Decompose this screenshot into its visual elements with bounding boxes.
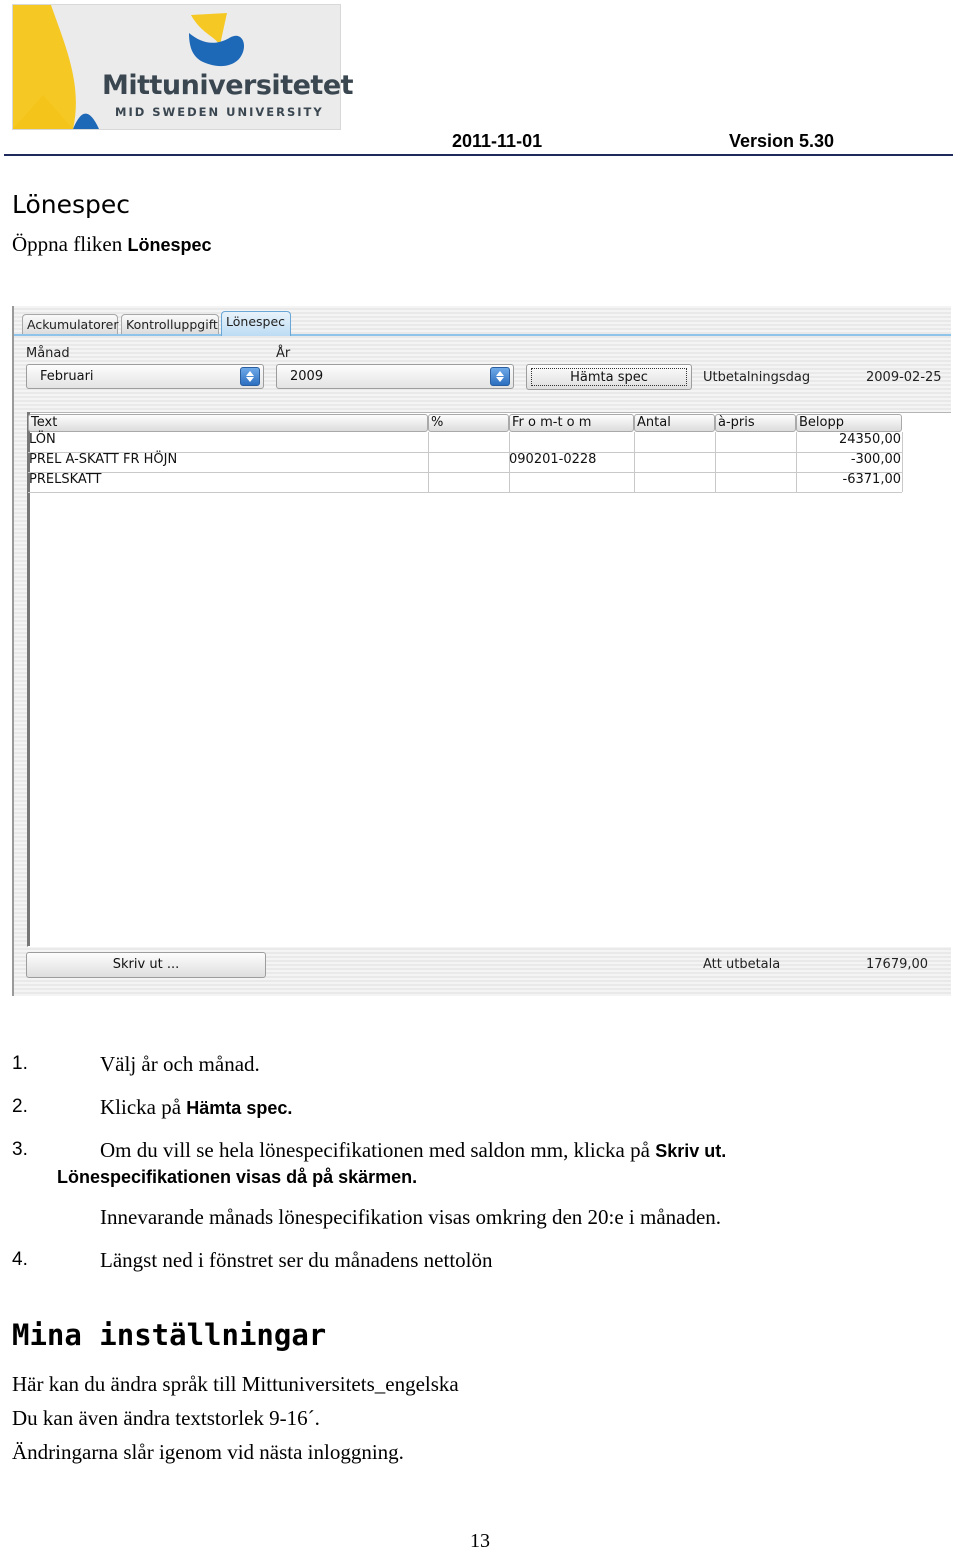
row-3-amount: -6371,00 <box>842 472 901 487</box>
row-2-text: PREL A-SKATT FR HÖJN <box>29 452 178 467</box>
column-header-antal[interactable]: Antal <box>634 414 715 432</box>
header-rule <box>4 154 953 156</box>
year-select[interactable] <box>276 364 514 389</box>
column-divider <box>715 432 716 492</box>
payday-label: Utbetalningsdag <box>703 370 811 385</box>
logo-subtitle: MID SWEDEN UNIVERSITY <box>115 105 324 119</box>
column-header-text[interactable]: Text <box>28 414 428 432</box>
year-label: År <box>276 346 291 361</box>
payday-value: 2009-02-25 <box>866 370 942 385</box>
net-pay-value: 17679,00 <box>866 957 929 972</box>
row-1-amount: 24350,00 <box>838 432 901 447</box>
month-dropdown-icon[interactable] <box>240 367 260 386</box>
step-3-number: 3. <box>12 1139 28 1160</box>
row-3-text: PRELSKATT <box>29 472 102 487</box>
step-1-number: 1. <box>12 1053 28 1074</box>
row-1-text: LÖN <box>29 432 56 447</box>
year-value: 2009 <box>290 369 324 384</box>
step-4-text: Längst ned i fönstret ser du månadens nettolön <box>100 1248 493 1272</box>
column-divider <box>796 432 797 492</box>
intro-bold: Lönespec <box>127 235 212 255</box>
document-date: 2011-11-01 <box>452 131 543 151</box>
column-divider <box>634 432 635 492</box>
year-dropdown-icon[interactable] <box>490 367 510 386</box>
settings-line-3: Ändringarna slår igenom vid nästa inloggning. <box>12 1440 404 1464</box>
settings-line-2: Du kan även ändra textstorlek 9-16´. <box>12 1406 320 1430</box>
step-1-text: Välj år och månad. <box>100 1052 260 1076</box>
column-header-apris[interactable]: à-pris <box>715 414 796 432</box>
print-button[interactable]: Skriv ut ... <box>26 952 266 978</box>
step-3-note: Innevarande månads lönespecifikation visas omkring den 20:e i månaden. <box>100 1205 722 1229</box>
step-3-bold: Skriv ut. <box>655 1141 727 1161</box>
logo-name: Mittuniversitetet <box>102 70 354 101</box>
month-label: Månad <box>26 346 70 361</box>
step-2-paragraph <box>100 1095 292 1120</box>
tab-kontrolluppgift[interactable]: Kontrolluppgift <box>121 314 219 334</box>
table-row[interactable] <box>28 432 902 453</box>
step-2-bold: Hämta spec. <box>186 1098 293 1118</box>
column-header-period[interactable]: Fr o m-t o m <box>509 414 634 432</box>
step-2-text: Klicka på <box>100 1095 187 1119</box>
column-divider <box>902 432 903 492</box>
fetch-spec-button[interactable] <box>526 364 692 390</box>
app-window <box>12 306 951 996</box>
column-header-belopp[interactable]: Belopp <box>796 414 902 432</box>
net-pay-label: Att utbetala <box>703 957 781 972</box>
step-2-number: 2. <box>12 1096 28 1117</box>
settings-line-1: Här kan du ändra språk till Mittuniversitets_engelska <box>12 1372 459 1396</box>
row-2-period: 090201-0228 <box>509 452 597 467</box>
column-divider <box>428 432 429 492</box>
table-row[interactable] <box>28 472 902 493</box>
step-3-text: Om du vill se hela lönespecifikationen med saldon mm, klicka på <box>100 1138 656 1162</box>
section-title-lonespec: Lönespec <box>12 190 131 219</box>
intro-text: Öppna fliken <box>12 232 128 256</box>
fetch-spec-label: Hämta spec <box>531 368 687 386</box>
step-3-paragraph <box>100 1138 726 1163</box>
tab-ackumulatorer[interactable]: Ackumulatorer <box>22 314 118 334</box>
intro-paragraph <box>12 232 212 257</box>
document-version: Version 5.30 <box>729 131 835 151</box>
month-select[interactable] <box>26 364 264 389</box>
month-value: Februari <box>40 369 94 384</box>
step-3-continuation: Lönespecifikationen visas då på skärmen. <box>57 1167 418 1187</box>
row-2-amount: -300,00 <box>850 452 901 467</box>
page-number: 13 <box>470 1530 490 1552</box>
column-header-percent[interactable]: % <box>428 414 509 432</box>
step-4-number: 4. <box>12 1249 28 1270</box>
tab-lonespec[interactable]: Lönespec <box>221 311 291 336</box>
section-title-mina-installningar: Mina inställningar <box>12 1318 327 1352</box>
